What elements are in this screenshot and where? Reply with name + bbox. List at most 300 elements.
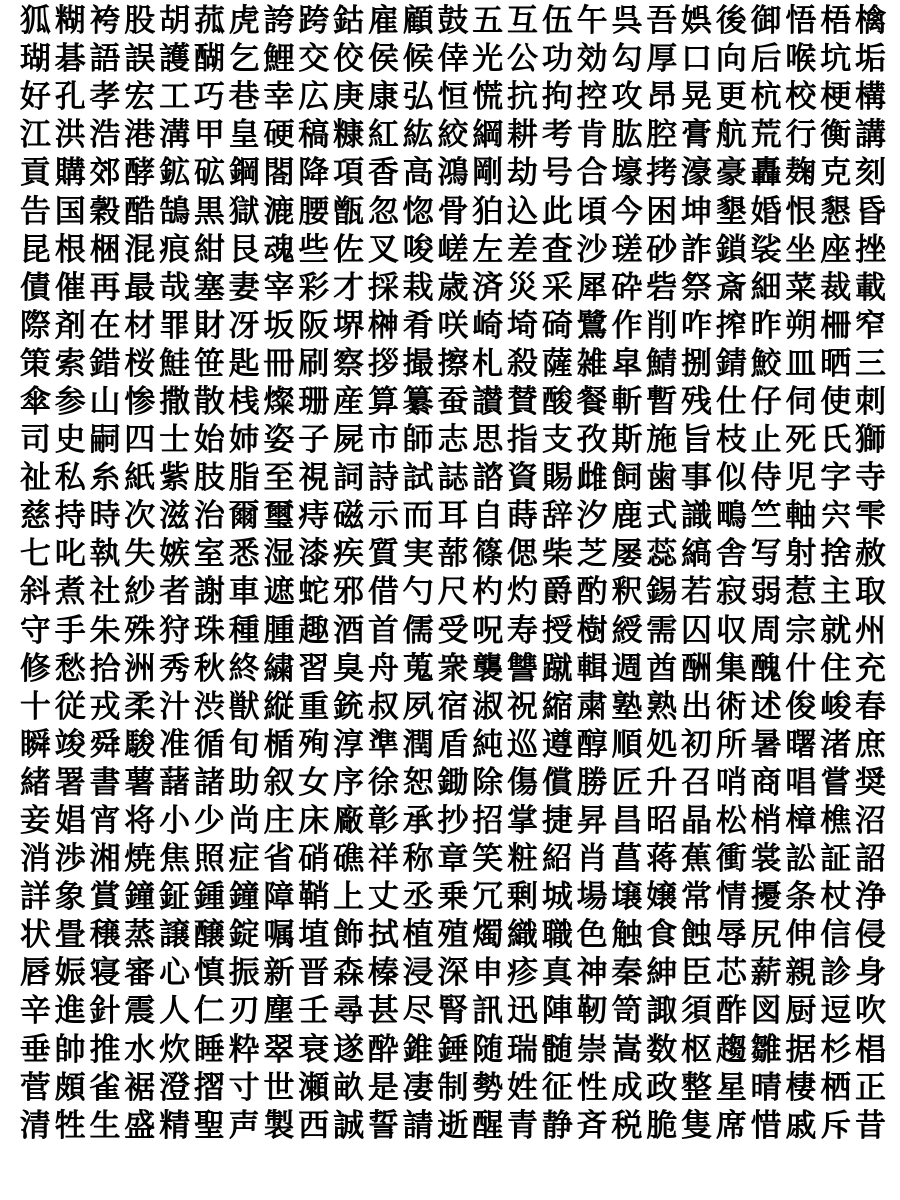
glyph: 爾 <box>228 498 260 535</box>
glyph: 撒 <box>159 383 191 420</box>
glyph-row <box>18 345 888 383</box>
glyph: 若 <box>681 574 713 611</box>
glyph: 袴 <box>89 3 121 40</box>
glyph: 栖 <box>820 1069 852 1106</box>
glyph: 舎 <box>715 536 747 573</box>
glyph-row <box>18 192 888 230</box>
glyph: 佼 <box>333 41 365 78</box>
glyph: 熟 <box>646 688 678 725</box>
glyph: 七 <box>19 536 51 573</box>
glyph: 浩 <box>89 117 121 154</box>
glyph: 宰 <box>263 269 295 306</box>
glyph: 状 <box>19 917 51 954</box>
glyph-row <box>18 650 888 688</box>
glyph: 捨 <box>820 536 852 573</box>
glyph: 悟 <box>785 3 817 40</box>
glyph: 糊 <box>54 3 86 40</box>
glyph: 狛 <box>472 193 504 230</box>
glyph: 始 <box>193 422 225 459</box>
glyph: 挫 <box>855 231 887 268</box>
glyph: 勝 <box>576 764 608 801</box>
glyph: 氏 <box>820 422 852 459</box>
glyph: 再 <box>89 269 121 306</box>
glyph: 候 <box>402 41 434 78</box>
glyph: 習 <box>298 650 330 687</box>
glyph: 杉 <box>820 1031 852 1068</box>
glyph: 資 <box>507 460 539 497</box>
glyph: 工 <box>159 79 191 116</box>
glyph: 取 <box>855 574 887 611</box>
glyph: 朱 <box>89 612 121 649</box>
glyph: 燦 <box>263 383 295 420</box>
glyph: 惚 <box>402 193 434 230</box>
glyph: 申 <box>472 955 504 992</box>
glyph: 赦 <box>855 536 887 573</box>
glyph: 子 <box>298 422 330 459</box>
glyph: 鍾 <box>193 879 225 916</box>
glyph: 終 <box>228 650 260 687</box>
glyph: 効 <box>576 41 608 78</box>
glyph: 行 <box>785 117 817 154</box>
glyph: 辱 <box>715 917 747 954</box>
glyph: 巷 <box>228 79 260 116</box>
glyph: 股 <box>124 3 156 40</box>
glyph: 芯 <box>715 955 747 992</box>
glyph: 轟 <box>750 155 782 192</box>
glyph: 棲 <box>785 1069 817 1106</box>
glyph-row <box>18 421 888 459</box>
glyph: 車 <box>228 574 260 611</box>
glyph: 親 <box>785 955 817 992</box>
glyph: 住 <box>820 650 852 687</box>
glyph: 紙 <box>124 460 156 497</box>
glyph: 処 <box>646 726 678 763</box>
glyph: 壬 <box>298 993 330 1030</box>
glyph: 坂 <box>263 307 295 344</box>
glyph: 窄 <box>855 307 887 344</box>
glyph: 磁 <box>333 498 365 535</box>
glyph: 後 <box>715 3 747 40</box>
glyph: 国 <box>54 193 86 230</box>
glyph: 室 <box>193 536 225 573</box>
glyph: 栽 <box>402 269 434 306</box>
glyph: 蔀 <box>437 536 469 573</box>
glyph: 寂 <box>715 574 747 611</box>
glyph: 斯 <box>611 422 643 459</box>
glyph-row <box>18 954 888 992</box>
glyph-row <box>18 612 888 650</box>
glyph: 酔 <box>367 1031 399 1068</box>
glyph: 青 <box>507 1107 539 1144</box>
glyph: 菜 <box>785 269 817 306</box>
glyph: 吹 <box>855 993 887 1030</box>
glyph: 政 <box>646 1069 678 1106</box>
glyph: 女 <box>298 764 330 801</box>
glyph: 昨 <box>750 307 782 344</box>
glyph: 后 <box>750 41 782 78</box>
glyph: 鎖 <box>715 231 747 268</box>
glyph: 埼 <box>507 307 539 344</box>
glyph: 昆 <box>19 231 51 268</box>
glyph: 輯 <box>576 650 608 687</box>
glyph: 塞 <box>193 269 225 306</box>
glyph: 紫 <box>159 460 191 497</box>
glyph: 隻 <box>681 1107 713 1144</box>
glyph: 済 <box>472 269 504 306</box>
glyph: 象 <box>54 879 86 916</box>
glyph: 根 <box>54 231 86 268</box>
glyph: 而 <box>402 498 434 535</box>
glyph: 酋 <box>646 650 678 687</box>
glyph: 肖 <box>576 841 608 878</box>
glyph-row <box>18 231 888 269</box>
glyph: 晋 <box>298 955 330 992</box>
glyph: 珊 <box>298 383 330 420</box>
glyph: 号 <box>541 155 573 192</box>
glyph: 沼 <box>855 803 887 840</box>
glyph: 孝 <box>89 79 121 116</box>
glyph: 借 <box>367 574 399 611</box>
glyph: 殖 <box>437 917 469 954</box>
glyph: 姿 <box>263 422 295 459</box>
glyph: 使 <box>820 383 852 420</box>
glyph: 耳 <box>437 498 469 535</box>
glyph: 参 <box>54 383 86 420</box>
glyph: 舜 <box>89 726 121 763</box>
glyph: 斜 <box>19 574 51 611</box>
glyph-row <box>18 2 888 40</box>
glyph: 出 <box>681 688 713 725</box>
glyph: 渋 <box>193 688 225 725</box>
glyph: 醒 <box>472 1107 504 1144</box>
glyph: 逗 <box>820 993 852 1030</box>
glyph: 衰 <box>298 1031 330 1068</box>
glyph: 拶 <box>367 345 399 382</box>
glyph-row <box>18 1031 888 1069</box>
glyph: 崎 <box>472 307 504 344</box>
glyph: 治 <box>193 498 225 535</box>
glyph: 咲 <box>437 307 469 344</box>
glyph: 錠 <box>228 917 260 954</box>
glyph: 慎 <box>193 955 225 992</box>
glyph: 鵠 <box>159 193 191 230</box>
glyph: 痕 <box>159 231 191 268</box>
glyph: 晴 <box>750 1069 782 1106</box>
glyph: 手 <box>54 612 86 649</box>
glyph: 針 <box>89 993 121 1030</box>
glyph: 伸 <box>785 917 817 954</box>
glyph: 砕 <box>611 269 643 306</box>
glyph: 肱 <box>611 117 643 154</box>
glyph: 士 <box>159 422 191 459</box>
glyph: 傷 <box>507 764 539 801</box>
glyph: 材 <box>124 307 156 344</box>
glyph: 伺 <box>785 383 817 420</box>
glyph: 産 <box>333 383 365 420</box>
glyph: 勢 <box>472 1069 504 1106</box>
glyph: 札 <box>472 345 504 382</box>
glyph: 榊 <box>367 307 399 344</box>
glyph: 御 <box>750 3 782 40</box>
glyph: 私 <box>54 460 86 497</box>
glyph: 尋 <box>333 993 365 1030</box>
glyph: 瑚 <box>19 41 51 78</box>
glyph: 屡 <box>611 536 643 573</box>
glyph: 殺 <box>507 345 539 382</box>
glyph: 真 <box>541 955 573 992</box>
glyph: 仕 <box>715 383 747 420</box>
glyph: 衝 <box>715 841 747 878</box>
glyph: 策 <box>19 345 51 382</box>
glyph: 勺 <box>402 574 434 611</box>
glyph: 識 <box>681 498 713 535</box>
glyph: 嗣 <box>89 422 121 459</box>
glyph-row <box>18 992 888 1030</box>
glyph: 甚 <box>367 993 399 1030</box>
glyph: 晃 <box>681 79 713 116</box>
glyph: 罪 <box>159 307 191 344</box>
glyph: 麹 <box>785 155 817 192</box>
glyph: 縞 <box>681 536 713 573</box>
glyph: 雇 <box>367 3 399 40</box>
glyph: 愁 <box>54 650 86 687</box>
glyph: 酷 <box>124 193 156 230</box>
glyph: 庄 <box>263 803 295 840</box>
glyph: 垂 <box>19 1031 51 1068</box>
glyph: 膏 <box>681 117 713 154</box>
glyph: 檎 <box>855 3 887 40</box>
glyph: 紳 <box>646 955 678 992</box>
glyph: 坑 <box>820 41 852 78</box>
glyph: 曙 <box>785 726 817 763</box>
glyph: 脂 <box>228 460 260 497</box>
glyph: 誠 <box>333 1107 365 1144</box>
glyph: 従 <box>54 688 86 725</box>
glyph: 暑 <box>750 726 782 763</box>
glyph: 書 <box>89 764 121 801</box>
glyph: 妻 <box>228 269 260 306</box>
glyph: 宗 <box>785 612 817 649</box>
glyph: 惨 <box>124 383 156 420</box>
glyph: 召 <box>681 764 713 801</box>
glyph-row <box>18 459 888 497</box>
glyph: 山 <box>89 383 121 420</box>
glyph: 顧 <box>402 3 434 40</box>
glyph: 序 <box>333 764 365 801</box>
glyph: 細 <box>750 269 782 306</box>
glyph: 椙 <box>855 1031 887 1068</box>
glyph: 誇 <box>263 3 295 40</box>
glyph: 汐 <box>576 498 608 535</box>
glyph: 座 <box>820 231 852 268</box>
glyph: 事 <box>681 460 713 497</box>
glyph: 航 <box>715 117 747 154</box>
glyph: 五 <box>472 3 504 40</box>
glyph: 広 <box>298 79 330 116</box>
glyph: 穀 <box>89 193 121 230</box>
glyph: 吾 <box>646 3 678 40</box>
glyph: 剰 <box>507 879 539 916</box>
glyph: 州 <box>855 612 887 649</box>
glyph: 繍 <box>263 650 295 687</box>
glyph: 昏 <box>855 193 887 230</box>
glyph: 乗 <box>437 879 469 916</box>
glyph: 作 <box>611 307 643 344</box>
glyph: 承 <box>402 803 434 840</box>
glyph: 信 <box>820 917 852 954</box>
glyph: 澄 <box>159 1069 191 1106</box>
glyph: 諸 <box>193 764 225 801</box>
glyph: 授 <box>541 612 573 649</box>
glyph: 首 <box>367 612 399 649</box>
glyph: 坤 <box>681 193 713 230</box>
glyph: 試 <box>402 460 434 497</box>
glyph: 鯖 <box>646 345 678 382</box>
glyph: 衡 <box>820 117 852 154</box>
glyph: 喉 <box>785 41 817 78</box>
glyph: 郊 <box>89 155 121 192</box>
glyph: 桜 <box>124 345 156 382</box>
glyph: 翠 <box>263 1031 295 1068</box>
glyph: 歳 <box>437 269 469 306</box>
glyph: 静 <box>541 1107 573 1144</box>
glyph: 尚 <box>228 803 260 840</box>
glyph: 獣 <box>228 688 260 725</box>
glyph: 重 <box>298 688 330 725</box>
glyph: 呉 <box>611 3 643 40</box>
glyph: 擦 <box>437 345 469 382</box>
glyph: 菖 <box>611 841 643 878</box>
glyph: 杓 <box>472 574 504 611</box>
glyph: 酒 <box>333 612 365 649</box>
glyph: 似 <box>715 460 747 497</box>
glyph: 此 <box>541 193 573 230</box>
glyph: 少 <box>193 803 225 840</box>
glyph: 是 <box>367 1069 399 1106</box>
glyph: 梱 <box>89 231 121 268</box>
glyph: 幸 <box>263 79 295 116</box>
glyph: 紺 <box>193 231 225 268</box>
glyph: 向 <box>715 41 747 78</box>
glyph: 粧 <box>507 841 539 878</box>
glyph: 請 <box>402 1107 434 1144</box>
glyph: 除 <box>472 764 504 801</box>
glyph: 晶 <box>681 803 713 840</box>
glyph: 儒 <box>402 612 434 649</box>
glyph: 正 <box>855 1069 887 1106</box>
glyph: 貢 <box>19 155 51 192</box>
glyph: 射 <box>785 536 817 573</box>
glyph: 塾 <box>611 688 643 725</box>
glyph: 畳 <box>54 917 86 954</box>
glyph: 咋 <box>681 307 713 344</box>
glyph: 皐 <box>611 345 643 382</box>
glyph: 将 <box>124 803 156 840</box>
glyph: 主 <box>820 574 852 611</box>
glyph: 災 <box>507 269 539 306</box>
glyph: 乞 <box>228 41 260 78</box>
glyph: 世 <box>263 1069 295 1106</box>
glyph: 巡 <box>507 726 539 763</box>
glyph: 嬢 <box>646 879 678 916</box>
glyph: 整 <box>681 1069 713 1106</box>
glyph: 薯 <box>124 764 156 801</box>
glyph: 忽 <box>367 193 399 230</box>
glyph: 糸 <box>89 460 121 497</box>
glyph: 抗 <box>507 79 539 116</box>
glyph: 推 <box>89 1031 121 1068</box>
glyph: 蒋 <box>646 841 678 878</box>
glyph: 珠 <box>193 612 225 649</box>
glyph: 色 <box>576 917 608 954</box>
glyph: 遮 <box>263 574 295 611</box>
glyph: 柵 <box>820 307 852 344</box>
glyph-row <box>18 269 888 307</box>
glyph: 執 <box>89 536 121 573</box>
glyph: 弘 <box>402 79 434 116</box>
glyph: 所 <box>715 726 747 763</box>
glyph: 康 <box>367 79 399 116</box>
glyph: 紹 <box>541 841 573 878</box>
glyph: 酢 <box>715 993 747 1030</box>
glyph-row <box>18 154 888 192</box>
glyph: 犀 <box>576 269 608 306</box>
glyph: 篠 <box>472 536 504 573</box>
glyph: 史 <box>54 422 86 459</box>
glyph: 餐 <box>576 383 608 420</box>
glyph: 彩 <box>298 269 330 306</box>
glyph: 勾 <box>611 41 643 78</box>
glyph: 叉 <box>367 231 399 268</box>
glyph: 図 <box>750 993 782 1030</box>
glyph: 廠 <box>333 803 365 840</box>
glyph-row <box>18 840 888 878</box>
glyph: 擾 <box>750 879 782 916</box>
glyph: 帥 <box>54 1031 86 1068</box>
glyph: 蕉 <box>681 841 713 878</box>
glyph: 鴫 <box>715 498 747 535</box>
glyph: 宿 <box>437 688 469 725</box>
glyph: 璽 <box>263 498 295 535</box>
glyph: 巧 <box>193 79 225 116</box>
glyph: 姉 <box>228 422 260 459</box>
glyph: 孔 <box>54 79 86 116</box>
glyph: 肯 <box>576 117 608 154</box>
glyph-row <box>18 802 888 840</box>
glyph: 寿 <box>507 612 539 649</box>
glyph: 絞 <box>437 117 469 154</box>
glyph: 詞 <box>333 460 365 497</box>
glyph: 燭 <box>472 917 504 954</box>
glyph: 循 <box>193 726 225 763</box>
glyph: 死 <box>785 422 817 459</box>
glyph: 削 <box>646 307 678 344</box>
glyph: 昌 <box>611 803 643 840</box>
glyph: 肴 <box>402 307 434 344</box>
glyph: 瑳 <box>611 231 643 268</box>
glyph: 索 <box>54 345 86 382</box>
glyph: 攻 <box>611 79 643 116</box>
glyph: 浸 <box>402 955 434 992</box>
glyph: 小 <box>159 803 191 840</box>
glyph: 職 <box>541 917 573 954</box>
glyph: 深 <box>437 955 469 992</box>
glyph: 場 <box>576 879 608 916</box>
glyph: 趨 <box>715 1031 747 1068</box>
glyph: 凄 <box>402 1069 434 1106</box>
glyph: 城 <box>541 879 573 916</box>
glyph: 恕 <box>402 764 434 801</box>
